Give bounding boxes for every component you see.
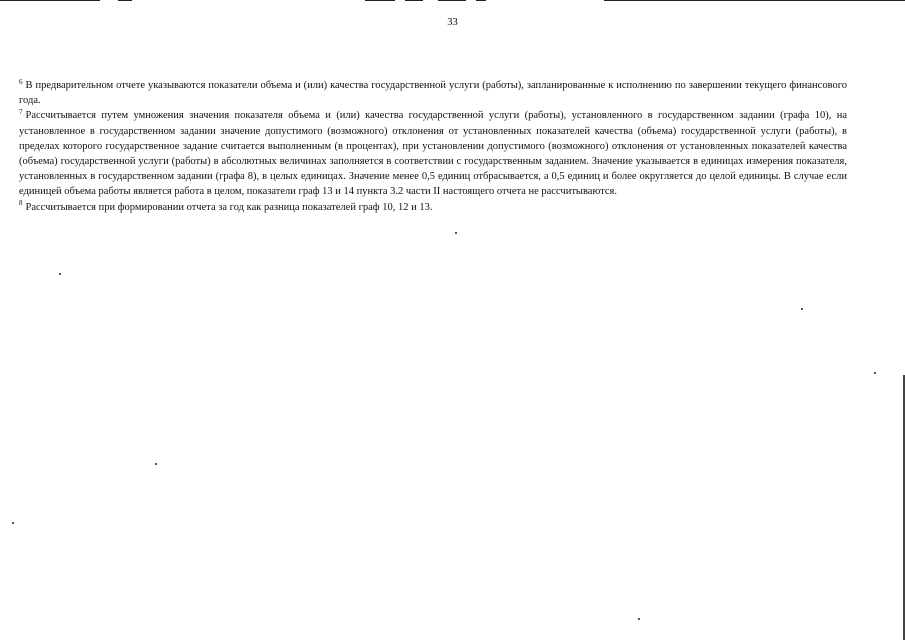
footnote-8: [19, 200, 847, 215]
scan-top-rule-mark-4: [438, 0, 466, 1]
scan-speck: [638, 618, 640, 620]
footnote-6-text: В предварительном отчете указываются показатели объема и (или) качества государственной услуги (работы), запланированные к исполнению по завершении текущего финансового года.: [19, 80, 847, 107]
footnote-7-text: Рассчитывается путем умножения значения показателя объема и (или) качества государственной услуги (работы), установленного в государственном задании (графа 10), на установленное в государственном задании значение допустимого (возможного) отклонения от установленных показателей качества (объема) государственной услуги (работы), в пределах которого государственное задание считается выполненным (в процентах), при установлении допустимого (возможного) отклонения от установленных показателей качества (объема) государственной услуги (работы) в абсолютных величинах заполняется в соответствии с государственным заданием. Значение указывается в единицах измерения показателя, установленных в государственном задании (графа 8), в целых единицах. Значение менее 0,5 единиц отбрасывается, а 0,5 единиц и более округляется до целой единицы. В случае если единицей объема работы является работа в целом, показатели граф 13 и 14 пункта 3.2 части II настоящего отчета не рассчитываются.: [19, 110, 847, 198]
scan-top-rule-mark-2: [365, 0, 395, 1]
footnote-8-text: Рассчитывается при формировании отчета за год как разница показателей граф 10, 12 и 13.: [25, 201, 433, 213]
footnote-8-mark: 8: [19, 199, 23, 208]
scan-speck: [12, 522, 14, 524]
footnotes-block: [19, 78, 847, 215]
scan-speck: [59, 273, 61, 275]
scan-speck: [155, 463, 157, 465]
scan-top-rule-mark-3: [405, 0, 423, 1]
scan-top-rule-mark-1: [118, 0, 132, 1]
scan-top-rule-right: [604, 0, 905, 1]
page-number: 33: [447, 17, 458, 28]
scan-speck: [455, 232, 457, 234]
footnote-7-mark: 7: [19, 107, 23, 116]
scan-speck: [874, 372, 876, 374]
footnote-6-mark: 6: [19, 77, 23, 86]
scan-top-rule-mark-5: [476, 0, 486, 1]
scan-speck: [801, 308, 803, 310]
footnote-6: [19, 78, 847, 108]
footnote-7: [19, 108, 847, 199]
scan-top-rule-left: [0, 0, 100, 1]
